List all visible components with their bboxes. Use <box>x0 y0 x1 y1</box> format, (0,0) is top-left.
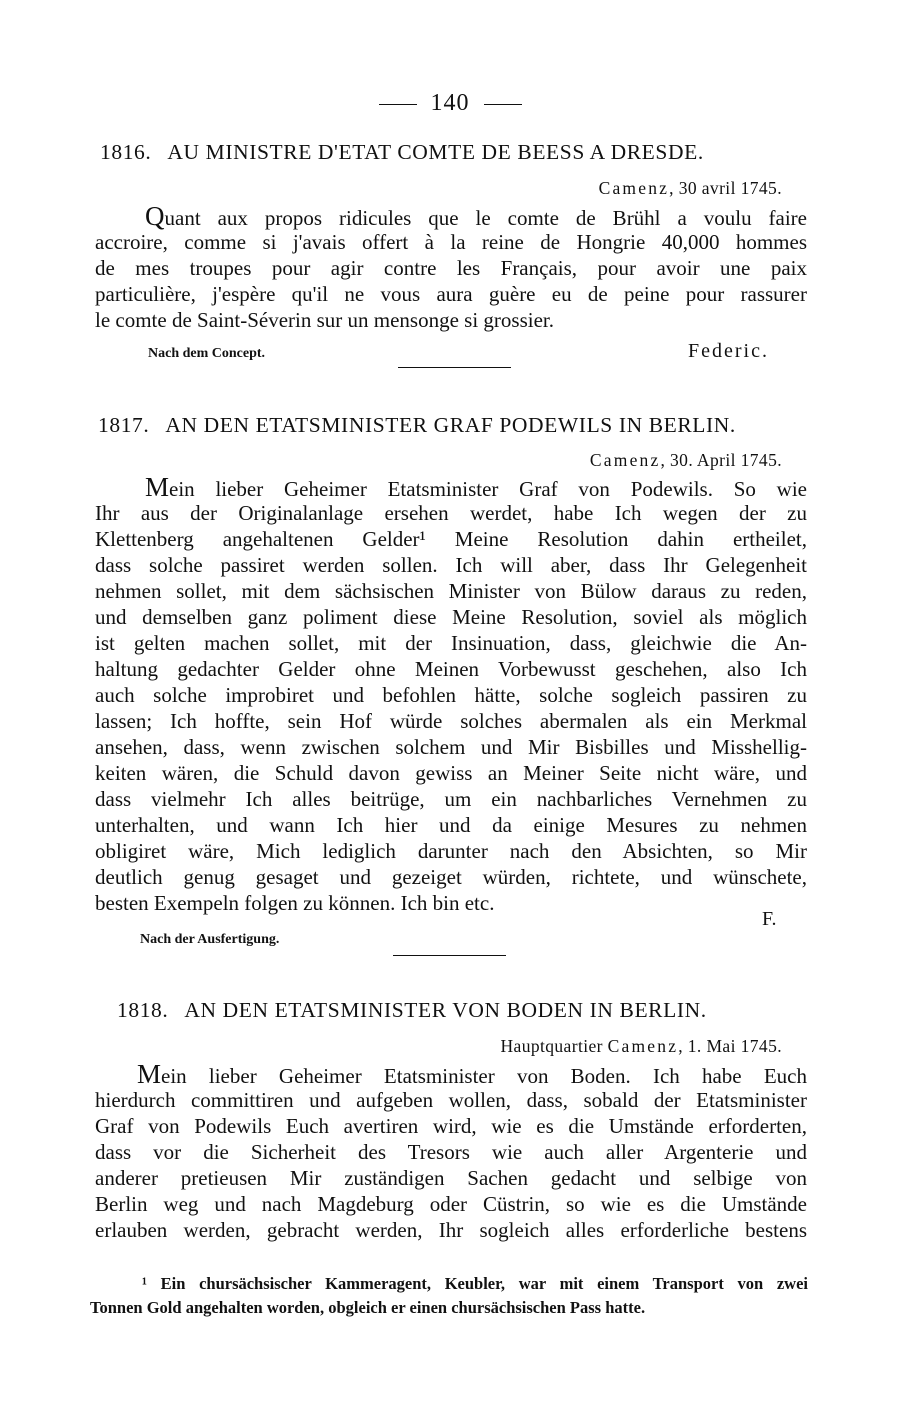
letter-number: 1816. <box>100 140 152 164</box>
body-line: Mein lieber Geheimer Etatsminister Graf von Podewils. So wie <box>145 472 807 502</box>
initial-letter: M <box>137 1059 162 1089</box>
letter-place: Camenz <box>607 1036 679 1056</box>
body-line: erlauben werden, gebracht werden, Ihr sogleich alles erforderliche bestens <box>95 1218 807 1242</box>
letter-heading <box>100 140 704 165</box>
body-line: Berlin weg und nach Magdeburg oder Cüstrin, so wie es die Umstände <box>95 1192 807 1216</box>
body-line: anderer pretieusen Mir zuständigen Sachen gedacht und selbige von <box>95 1166 807 1190</box>
source-note: Nach dem Concept. <box>148 346 266 361</box>
body-line: lassen; Ich hoffte, sein Hof würde solches abermalen als ein Merkmal <box>95 709 807 733</box>
body-line: particulière, j'espère qu'il ne vous aura guère eu de peine pour rassurer <box>95 282 807 306</box>
footnote-line: Tonnen Gold angehalten worden, obgleich er einen chursächsischen Pass hatte. <box>90 1298 646 1317</box>
letter-heading <box>117 998 707 1023</box>
signature: F. <box>762 908 777 930</box>
body-line: ansehen, dass, wenn zwischen solchem und Mir Bisbilles und Misshellig- <box>95 735 807 759</box>
letter-dateline <box>599 178 782 199</box>
body-line: de mes troupes pour agir contre les Français, pour avoir une paix <box>95 256 807 280</box>
body-line: unterhalten, und wann Ich hier und da einige Mesures zu nehmen <box>95 813 807 837</box>
body-line: dass solche passiret werden sollen. Ich will aber, dass Ihr Gelegenheit <box>95 553 807 577</box>
initial-letter: M <box>145 472 170 502</box>
letter-date: , 30 avril 1745. <box>669 178 782 198</box>
body-line: deutlich genug gesaget und gezeiget würden, richtete, und wünschete, <box>95 865 807 889</box>
letter-place: Camenz <box>598 178 670 198</box>
letter-dateline <box>590 450 782 471</box>
body-line: keiten wären, die Schuld davon gewiss an Meiner Seite nicht wäre, und <box>95 761 807 785</box>
body-line: auch solche improbiret und befohlen hätte, solche sogleich passiren zu <box>95 683 807 707</box>
body-line: besten Exempeln folgen zu können. Ich bin etc. <box>95 891 495 915</box>
body-line: Mein lieber Geheimer Etatsminister von Boden. Ich habe Euch <box>137 1059 807 1089</box>
separator-rule <box>398 367 511 368</box>
letter-number: 1817. <box>98 413 150 437</box>
letter-number: 1818. <box>117 998 169 1022</box>
body-line: haltung gedachter Gelder ohne Meinen Vorbewusst geschehen, also Ich <box>95 657 807 681</box>
signature: Federic. <box>688 340 769 362</box>
page-number-dash-left <box>379 104 417 105</box>
body-line: obligiret wäre, Mich lediglich darunter nach den Absichten, so Mir <box>95 839 807 863</box>
body-line: accroire, comme si j'avais offert à la reine de Hongrie 40,000 hommes <box>95 230 807 254</box>
letter-title: AN DEN ETATSMINISTER VON BODEN IN BERLIN. <box>184 998 707 1022</box>
page-number <box>0 90 900 117</box>
letter-date: , 1. Mai 1745. <box>678 1036 782 1056</box>
body-line: und demselben ganz poliment diese Meine Resolution, soviel als möglich <box>95 605 807 629</box>
letter-place: Camenz <box>589 450 661 470</box>
source-note: Nach der Ausfertigung. <box>140 932 280 947</box>
page-number-dash-right <box>484 104 522 105</box>
body-line: ist gelten machen sollet, mit der Insinuation, dass, gleichwie die An- <box>95 631 807 655</box>
body-line: Klettenberg angehaltenen Gelder¹ Meine Resolution dahin ertheilet, <box>95 527 807 551</box>
body-line: dass vor die Sicherheit des Tresors wie auch aller Argenterie und <box>95 1140 807 1164</box>
body-line: Quant aux propos ridicules que le comte de Brühl a voulu faire <box>145 201 807 231</box>
letter-title: AU MINISTRE D'ETAT COMTE DE BEESS A DRESDE. <box>167 140 704 164</box>
body-line: le comte de Saint-Séverin sur un mensonge si grossier. <box>95 308 554 332</box>
letter-dateline <box>500 1036 782 1057</box>
letter-heading <box>98 413 736 438</box>
letter-date: , 30. April 1745. <box>660 450 782 470</box>
body-line: Graf von Podewils Euch avertiren wird, wie es die Umstände erforderten, <box>95 1114 807 1138</box>
body-line: dass vielmehr Ich alles beitrüge, um ein nachbarliches Vernehmen zu <box>95 787 807 811</box>
letter-place-prefix: Hauptquartier <box>500 1036 608 1056</box>
footnote-line: ¹ Ein chursächsischer Kammeragent, Keubler, war mit einem Transport von zwei <box>142 1274 808 1293</box>
body-line: nehmen sollet, mit dem sächsischen Minister von Bülow daraus zu reden, <box>95 579 807 603</box>
initial-letter: Q <box>145 201 165 231</box>
separator-rule <box>393 955 506 956</box>
letter-title: AN DEN ETATSMINISTER GRAF PODEWILS IN BERLIN. <box>165 413 736 437</box>
page-number-text: 140 <box>430 90 470 116</box>
body-line: Ihr aus der Originalanlage ersehen werdet, habe Ich wegen der zu <box>95 501 807 525</box>
body-line: hierdurch committiren und aufgeben wollen, dass, sobald der Etatsminister <box>95 1088 807 1112</box>
